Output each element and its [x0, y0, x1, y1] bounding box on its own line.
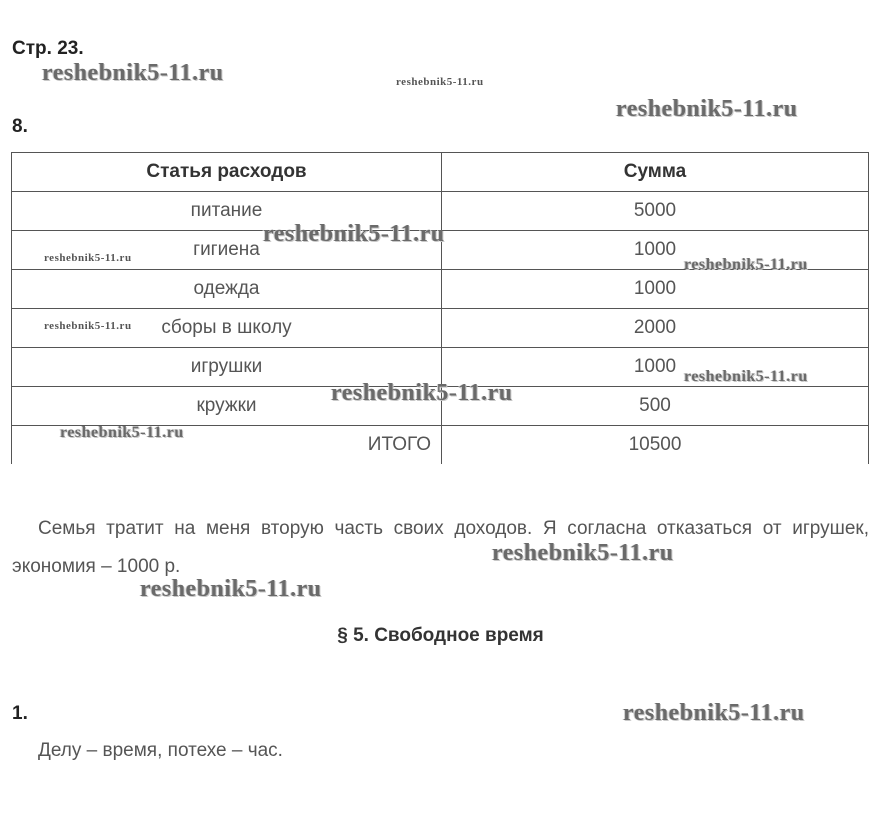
- column-header-amount: Сумма: [442, 153, 869, 192]
- expenses-table: [11, 152, 869, 464]
- task-number: 8.: [12, 116, 28, 137]
- watermark: reshebnik5-11.ru: [42, 60, 224, 86]
- table-row: [12, 270, 869, 309]
- expense-item: кружки: [12, 387, 442, 426]
- section-title: § 5. Свободное время: [337, 625, 544, 646]
- expense-item: питание: [12, 192, 442, 231]
- watermark: reshebnik5-11.ru: [616, 96, 798, 122]
- watermark: reshebnik5-11.ru: [684, 368, 808, 385]
- total-amount: 10500: [442, 426, 869, 465]
- expense-item: гигиена: [12, 231, 442, 270]
- watermark: reshebnik5-11.ru: [140, 576, 322, 602]
- watermark: reshebnik5-11.ru: [623, 700, 805, 726]
- table-header-row: [12, 153, 869, 192]
- total-label: ИТОГО: [12, 426, 442, 465]
- expense-item: игрушки: [12, 348, 442, 387]
- page-reference: Стр. 23.: [12, 38, 84, 59]
- watermark: reshebnik5-11.ru: [263, 221, 445, 247]
- expense-amount: 5000: [442, 192, 869, 231]
- watermark: reshebnik5-11.ru: [331, 380, 513, 406]
- expense-amount: 1000: [442, 348, 869, 387]
- watermark: reshebnik5-11.ru: [44, 252, 132, 264]
- watermark: reshebnik5-11.ru: [492, 540, 674, 566]
- section-task-number: 1.: [12, 703, 28, 724]
- expense-amount: 1000: [442, 231, 869, 270]
- table-row: [12, 309, 869, 348]
- expense-item: одежда: [12, 270, 442, 309]
- watermark: reshebnik5-11.ru: [44, 320, 132, 332]
- expense-amount: 500: [442, 387, 869, 426]
- answer-paragraph: Семья тратит на меня вторую часть своих доходов. Я согласна отказаться от игрушек, экономия – 1000 р.: [12, 518, 869, 577]
- expense-item: сборы в школу: [12, 309, 442, 348]
- watermark: reshebnik5-11.ru: [396, 76, 484, 88]
- column-header-item: Статья расходов: [12, 153, 442, 192]
- expense-amount: 2000: [442, 309, 869, 348]
- proverb-answer: Делу – время, потехе – час.: [38, 740, 283, 761]
- watermark: reshebnik5-11.ru: [684, 256, 808, 273]
- expense-amount: 1000: [442, 270, 869, 309]
- watermark: reshebnik5-11.ru: [60, 424, 184, 441]
